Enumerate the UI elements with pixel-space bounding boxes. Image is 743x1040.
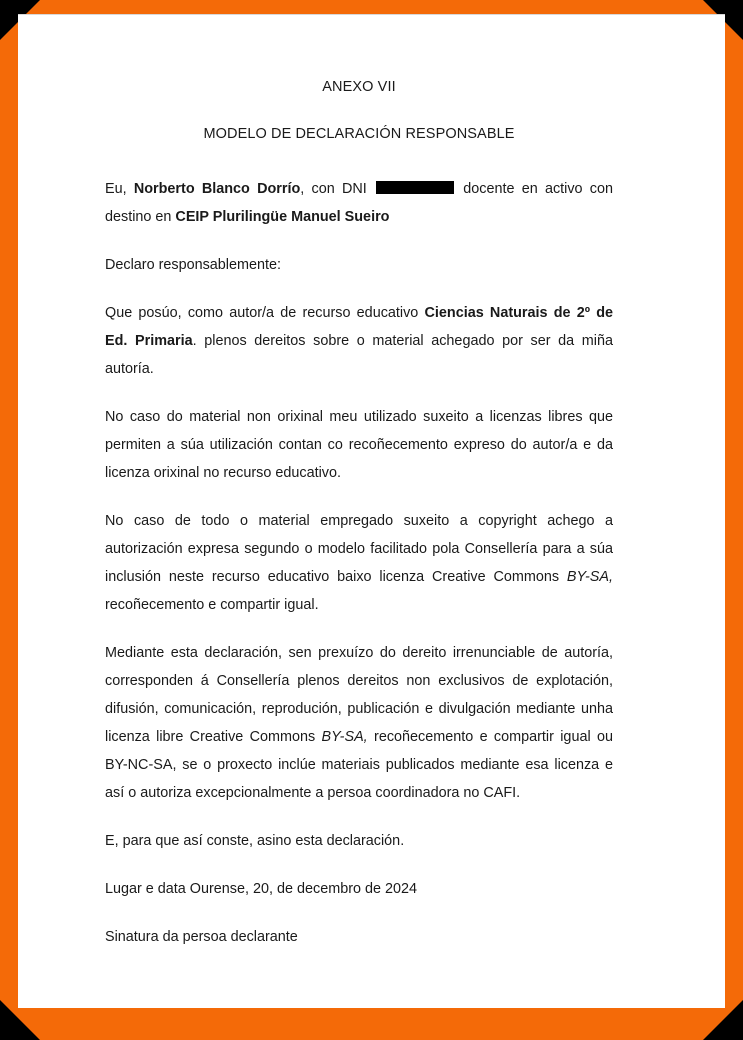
- rights-before: Mediante esta declaración, sen prexuízo do dereito irrenunciable de autoría, corresponden á Consellería plenos dereitos non exclusivos de explotación, difusión, comunicación, reprodución, publicación e divulgación mediante unha licenza libre Creative Commons: [105, 645, 613, 746]
- resource-after: . plenos dereitos sobre o material achegado por ser da miña autoría.: [105, 333, 613, 378]
- dni-redaction-bar: [376, 181, 454, 194]
- resource-name: Ciencias Naturais de 2º de Ed. Primaria: [105, 305, 614, 350]
- document-subtitle: MODELO DE DECLARACIÓN RESPONSABLE: [203, 126, 515, 143]
- intro-paragraph: [105, 175, 613, 231]
- paragraph-copyright: [105, 507, 613, 619]
- rights-after: recoñecemento e compartir igual ou BY-NC-SA, se o proxecto inclúe materiais publicados mediante esa licenza e así o autoriza excepcionalmente a persoa coordinadora no CAFI.: [105, 729, 613, 802]
- copyright-before: No caso de todo o material empregado suxeito a copyright achego a autorización expresa segundo o modelo facilitado pola Consellería para a súa inclusión neste recurso educativo baixo licenza Creative Commons: [105, 513, 613, 586]
- intro-after-dni: docente en activo con destino en: [105, 181, 613, 226]
- paragraph-resource: [105, 299, 613, 383]
- copyright-license-label: BY-SA,: [566, 569, 613, 586]
- declaration-lead: Declaro responsablemente:: [105, 257, 281, 274]
- author-name: Norberto Blanco Dorrío: [133, 181, 301, 198]
- school-name: CEIP Plurilingüe Manuel Sueiro: [175, 209, 390, 226]
- signature-label: Sinatura da persoa declarante: [105, 929, 298, 946]
- document-title: ANEXO VII: [322, 79, 396, 95]
- document-page: [18, 14, 725, 1008]
- intro-prefix: Eu,: [105, 181, 134, 198]
- paragraph-rights: [105, 639, 613, 807]
- rights-license-label: BY-SA,: [321, 729, 368, 746]
- resource-before: Que posúo, como autor/a de recurso educativo: [105, 305, 425, 322]
- intro-middle: , con DNI: [300, 181, 374, 198]
- document-body: [105, 77, 613, 951]
- place-and-date: Lugar e data Ourense, 20, de decembro de 2024: [105, 881, 418, 898]
- paragraph-free-licenses: No caso do material non orixinal meu utilizado suxeito a licenzas libres que permiten a súa utilización contan co recoñecemento expreso do autor/a e da licenza orixinal no recurso educativo.: [105, 409, 613, 482]
- copyright-after: recoñecemento e compartir igual.: [105, 597, 319, 614]
- closing-paragraph: E, para que así conste, asino esta declaración.: [105, 833, 405, 850]
